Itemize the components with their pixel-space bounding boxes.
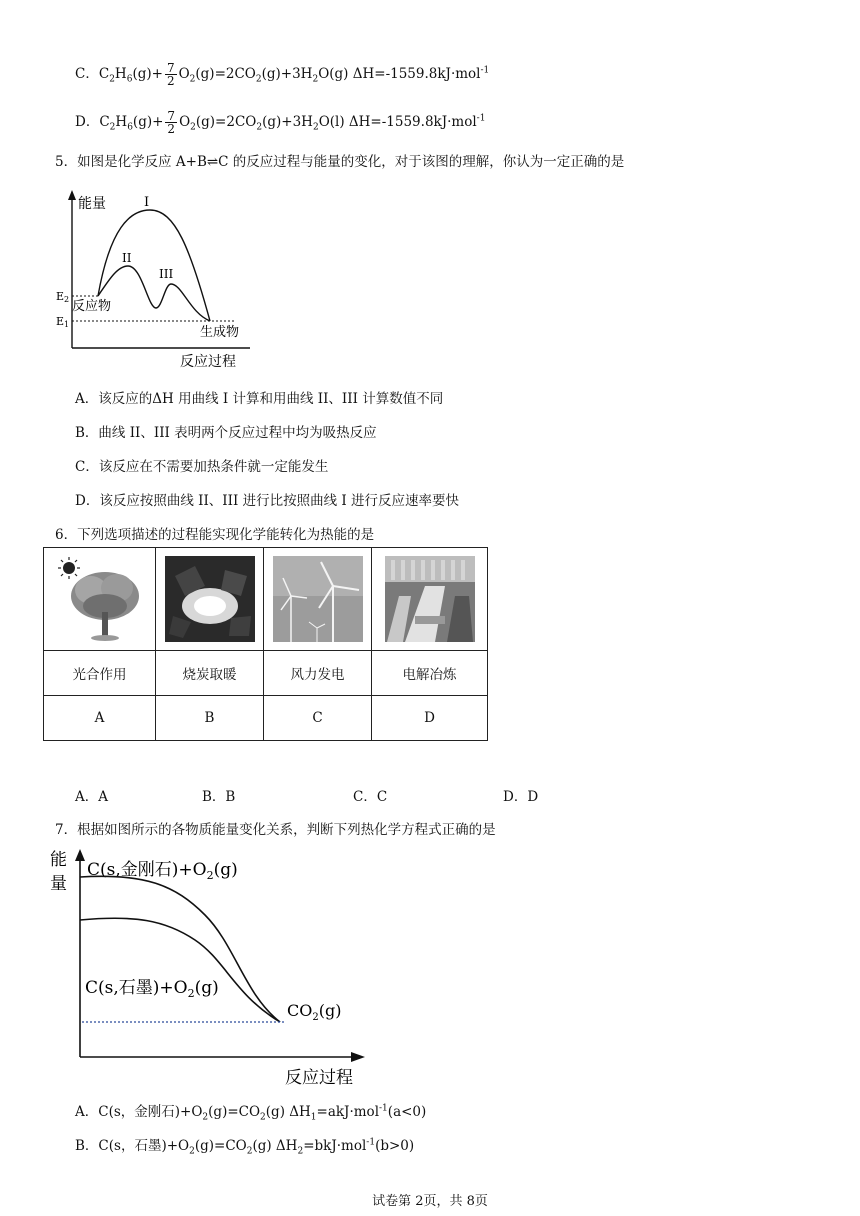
y-axis-label-1: 能	[50, 850, 67, 870]
q5-energy-diagram	[50, 188, 260, 373]
q6-answer-b: B．B	[202, 789, 236, 805]
q6-name-d: 电解冶炼	[372, 651, 488, 696]
q7-option-b: B．C(s，石墨)$+O_2(g)=CO_2(g)$ $\Delta H_2=bkJ\cdot mol^{-1}(b>0)$	[75, 1137, 415, 1157]
q7-energy-diagram	[45, 845, 375, 1090]
q6-image-cell-d	[372, 548, 488, 651]
q6-image-cell-a	[44, 548, 156, 651]
fraction: $\frac{7}{2}$	[166, 61, 175, 88]
q6-image-cell-c	[264, 548, 372, 651]
curve-ii-iii	[98, 266, 210, 321]
q4-option-c: C．$C_2H_6(g)+$ $\frac{7}{2}$ $O_2(g)=2CO_2(g)+3H_2O(g)$ ΔH=-1559.8kJ·mol$^{-1}$	[75, 61, 490, 88]
curve-i	[98, 210, 210, 321]
graphite-label: C(s,石墨)$+O_2(g)$	[85, 978, 219, 1000]
reactant-label: 反应物	[72, 299, 112, 314]
q4-option-d: D．$C_2H_6(g)+$ $\frac{7}{2}$ $O_2(g)=2CO_2(g)+3H_2O(l)$ ΔH=-1559.8kJ·mol$^{-1}$	[75, 109, 486, 136]
q5-option-a: A．该反应的ΔH 用曲线 I 计算和用曲线 II、III 计算数值不同	[75, 391, 444, 407]
q5-stem: 5．如图是化学反应 A+B⇌C 的反应过程与能量的变化，对于该图的理解，你认为一定正确的是	[55, 154, 625, 170]
q6-answer-d: D．D	[503, 789, 539, 805]
q7-option-a: A．C(s，金刚石)$+O_2(g)=CO_2(g)$ $\Delta H_1=akJ\cdot mol^{-1}(a<0)$	[75, 1103, 427, 1123]
q6-letter-b: B	[156, 696, 264, 741]
photosynthesis-image	[55, 556, 145, 642]
q6-letter-c: C	[264, 696, 372, 741]
q5-option-b: B．曲线 II、III 表明两个反应过程中均为吸热反应	[75, 425, 377, 441]
curve-i-label: I	[144, 195, 150, 210]
q6-name-c: 风力发电	[264, 651, 372, 696]
wind-turbine-image	[273, 556, 363, 642]
electrolysis-plant-image	[385, 556, 475, 642]
page-footer: 试卷第 2页，共 8页	[372, 1194, 488, 1209]
y-axis-label-2: 量	[50, 874, 67, 894]
q6-answer-a: A．A	[75, 789, 108, 805]
diamond-curve	[80, 876, 280, 1022]
q5-option-d: D．该反应按照曲线 II、III 进行比按照曲线 I 进行反应速率要快	[75, 493, 459, 509]
q6-name-b: 烧炭取暖	[156, 651, 264, 696]
fraction: $\frac{7}{2}$	[167, 109, 176, 136]
e2-label: E2	[56, 290, 70, 304]
y-axis-label: 能量	[78, 196, 106, 212]
curve-ii-label: II	[122, 251, 132, 265]
product-label: 生成物	[200, 325, 240, 340]
diamond-label: C(s,金刚石)$+O_2(g)$	[87, 860, 238, 882]
q7-stem: 7．根据如图所示的各物质能量变化关系，判断下列热化学方程式正确的是	[55, 822, 496, 838]
x-axis-label: 反应过程	[180, 354, 236, 370]
q6-table	[43, 547, 488, 741]
q6-stem: 6．下列选项描述的过程能实现化学能转化为热能的是	[55, 527, 375, 543]
curve-iii-label: III	[159, 267, 174, 281]
q6-letter-a: A	[44, 696, 156, 741]
charcoal-fire-image	[165, 556, 255, 642]
q6-letter-d: D	[372, 696, 488, 741]
x-axis-label: 反应过程	[285, 1068, 353, 1088]
q6-name-a: 光合作用	[44, 651, 156, 696]
y-axis-arrow	[75, 849, 85, 861]
co2-label: $CO_2(g)$	[287, 1001, 342, 1023]
x-axis-arrow	[351, 1052, 365, 1062]
e1-label: E1	[56, 315, 70, 329]
graphite-curve	[80, 918, 280, 1022]
q6-image-cell-b	[156, 548, 264, 651]
q5-option-c: C．该反应在不需要加热条件就一定能发生	[75, 459, 329, 475]
y-axis-arrow	[68, 190, 76, 200]
q6-answer-c: C．C	[353, 789, 388, 805]
